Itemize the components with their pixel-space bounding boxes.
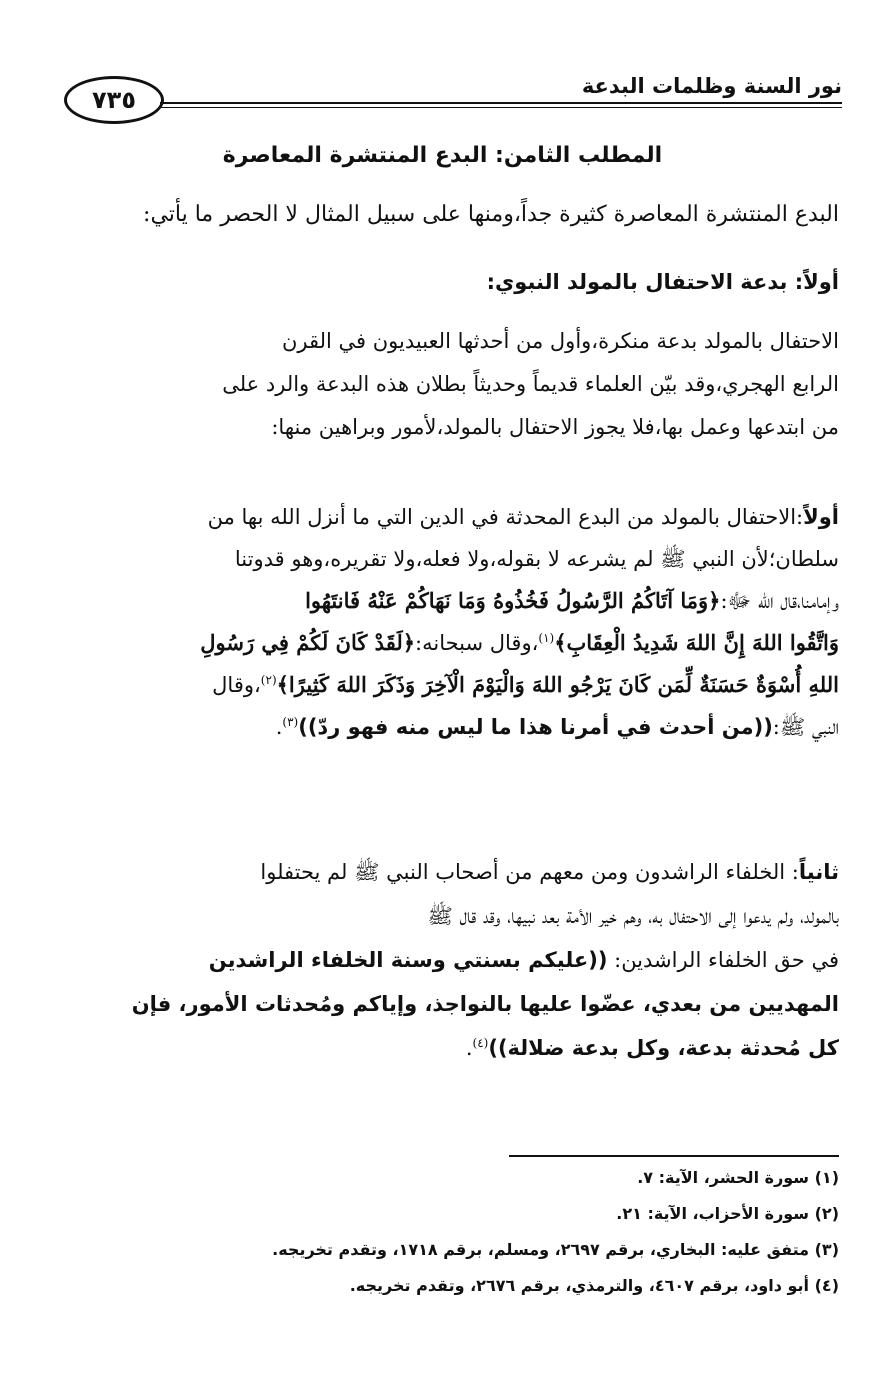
paragraph-second-proof bbox=[60, 850, 839, 1070]
footnote-ref-4[interactable]: (٤) bbox=[472, 1036, 489, 1050]
book-title: نور السنة وظلمات البدعة bbox=[581, 74, 842, 98]
section-title: المطلب الثامن: البدع المنتشرة المعاصرة bbox=[222, 143, 663, 168]
text-line bbox=[60, 706, 839, 748]
text-run: :الاحتفال بالمولد من البدع المحدثة في الدين التي ما أنزل الله بها من bbox=[207, 505, 804, 529]
lead-word: أولاً bbox=[803, 505, 839, 529]
text-line: سلطان؛لأن النبي ﷺ لم يشرعه لا بقوله،ولا فعله،ولا تقريره،وهو قدوتنا bbox=[234, 547, 839, 571]
text-line: الاحتفال بالمولد بدعة منكرة،وأول من أحدثها العبيديون في القرن bbox=[281, 329, 839, 353]
quran-verse: ﴿وَمَا آتَاكُمُ الرَّسُولُ فَخُذُوهُ وَمَا نَهَاكُمْ عَنْهُ فَانتَهُوا bbox=[305, 588, 721, 613]
footnote-4: (٤) أبو داود، برقم ٤٦٠٧، والترمذي، برقم ٢٦٧٦، وتقدم تخريجه. bbox=[349, 1276, 839, 1295]
text-line: بالمولد، ولم يدعوا إلى الاحتفال به، وهم خير الأمة بعد نبيها، وقد قال ﷺ bbox=[427, 904, 839, 928]
text-run: ،وقال سبحانه: bbox=[415, 631, 539, 655]
header-rule bbox=[160, 102, 842, 108]
footnote-3: (٣) متفق عليه: البخاري، برقم ٢٦٩٧، ومسلم، برقم ١٧١٨، وتقدم تخريجه. bbox=[272, 1240, 839, 1259]
footnote-2: (٢) سورة الأحزاب، الآية: ٢١. bbox=[616, 1204, 839, 1223]
text-line bbox=[60, 1026, 839, 1070]
footnote-ref-1[interactable]: (١) bbox=[538, 631, 555, 645]
hadith-quote: ((من أحدث في أمرنا هذا ما ليس منه فهو ردّ)) bbox=[298, 715, 773, 739]
paragraph-mawlid-history bbox=[60, 320, 839, 449]
footnote-ref-3[interactable]: (٣) bbox=[282, 715, 299, 729]
running-header bbox=[64, 66, 842, 128]
text-line bbox=[60, 664, 839, 706]
text-line bbox=[60, 580, 839, 622]
quran-verse: وَاتَّقُوا اللهَ إِنَّ اللهَ شَدِيدُ الْعِقَابِ﴾ bbox=[554, 630, 839, 655]
text-line bbox=[60, 938, 839, 982]
quran-verse: اللهِ أُسْوَةٌ حَسَنَةٌ لِّمَن كَانَ يَرْجُو اللهَ وَالْيَوْمَ الْآخِرَ وَذَكَرَ اللهَ كَثِيرًا﴾ bbox=[276, 672, 839, 697]
intro-paragraph: البدع المنتشرة المعاصرة كثيرة جداً،ومنها على سبيل المثال لا الحصر ما يأتي: bbox=[143, 202, 839, 227]
text-run: . bbox=[465, 1036, 473, 1060]
text-run: . bbox=[275, 715, 283, 739]
text-run: النبي ﷺ: bbox=[772, 715, 839, 739]
text-run: : الخلفاء الراشدون ومن معهم من أصحاب النبي ﷺ لم يحتفلوا bbox=[260, 860, 799, 884]
footnote-1: (١) سورة الحشر، الآية: ٧. bbox=[637, 1168, 839, 1187]
hadith-quote: المهديين من بعدي، عضّوا عليها بالنواجذ، وإياكم ومُحدثات الأمور، فإن bbox=[131, 992, 839, 1016]
paragraph-first-proof bbox=[60, 496, 839, 748]
text-line bbox=[60, 622, 839, 664]
hadith-quote: ((عليكم بسنتي وسنة الخلفاء الراشدين bbox=[208, 948, 608, 972]
text-line bbox=[60, 850, 839, 894]
quran-verse: ﴿لَقَدْ كَانَ لَكُمْ فِي رَسُولِ bbox=[200, 630, 416, 655]
text-line bbox=[60, 496, 839, 538]
page-number: ٧٣٥ bbox=[64, 76, 164, 124]
text-run: وإمامنا،قال الله ﷻ: bbox=[720, 589, 839, 613]
text-run: في حق الخلفاء الراشدين: bbox=[607, 948, 839, 972]
hadith-quote: كل مُحدثة بدعة، وكل بدعة ضلالة)) bbox=[488, 1036, 839, 1060]
subheading-mawlid: أولاً: بدعة الاحتفال بالمولد النبوي: bbox=[486, 270, 839, 294]
footnote-separator bbox=[509, 1155, 839, 1157]
lead-word: ثانياً bbox=[798, 860, 839, 884]
footnote-ref-2[interactable]: (٢) bbox=[260, 673, 277, 687]
text-run: ،وقال bbox=[212, 673, 261, 697]
text-line: الرابع الهجري،وقد بيّن العلماء قديماً وحديثاً بطلان هذه البدعة والرد على bbox=[222, 372, 839, 396]
text-line: من ابتدعها وعمل بها،فلا يجوز الاحتفال بالمولد،لأمور وبراهين منها: bbox=[271, 415, 839, 439]
footnotes bbox=[60, 1160, 839, 1304]
